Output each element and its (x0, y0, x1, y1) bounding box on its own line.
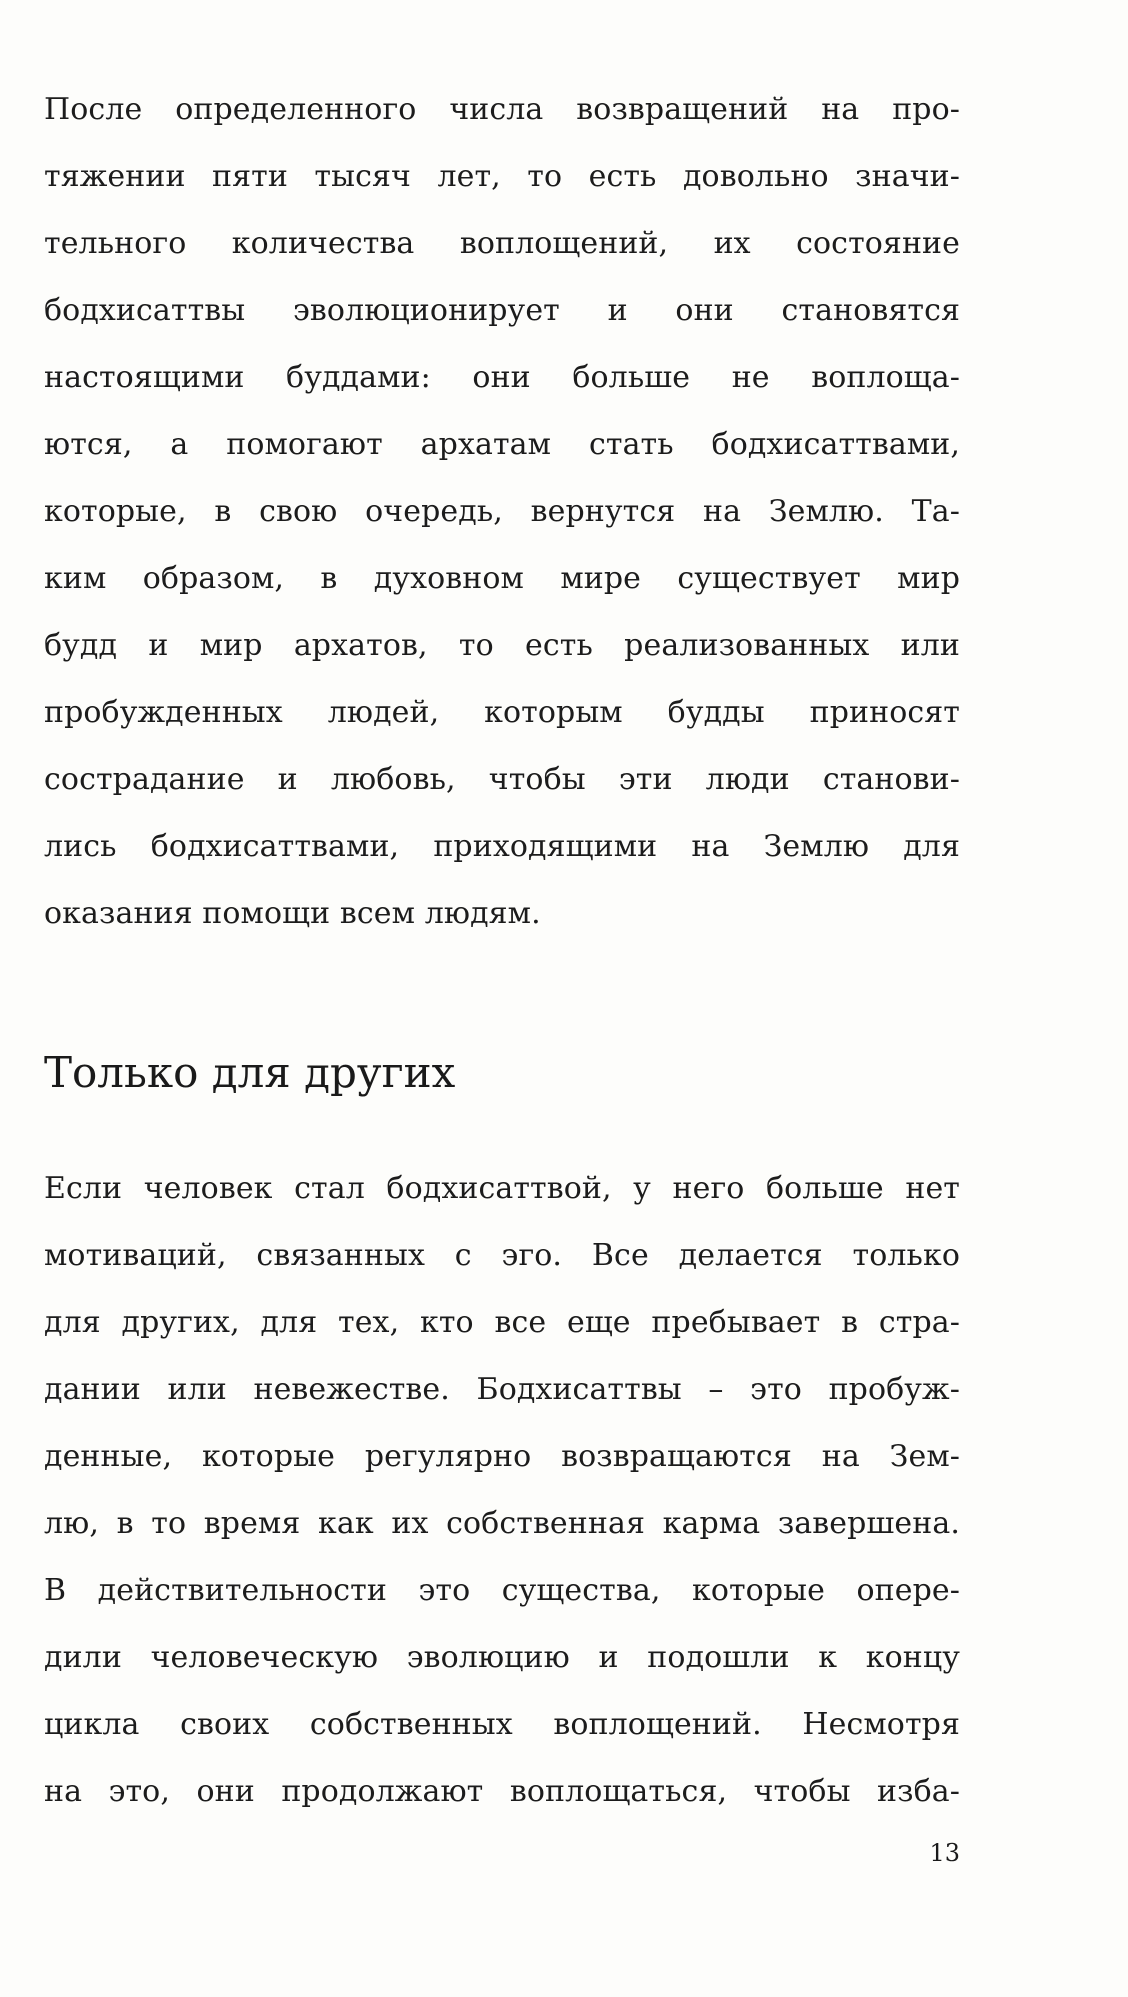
text-line: оказания помощи всем людям. (44, 896, 541, 931)
text-line: на это, они продолжают воплощаться, чтобы изба- (44, 1774, 960, 1809)
page-number: 13 (929, 1839, 960, 1867)
text-line: лю, в то время как их собственная карма завершена. (44, 1506, 960, 1541)
text-line: Если человек стал бодхисаттвой, у него больше нет (44, 1171, 960, 1206)
text-line: тяжении пяти тысяч лет, то есть довольно значи- (44, 159, 960, 194)
text-line: ким образом, в духовном мире существует мир (44, 561, 960, 596)
text-line: дании или невежестве. Бодхисаттвы – это пробуж- (44, 1372, 960, 1407)
text-line: мотиваций, связанных с эго. Все делается только (44, 1238, 960, 1273)
text-line: которые, в свою очередь, вернутся на Землю. Та- (44, 494, 960, 529)
text-line: будд и мир архатов, то есть реализованных или (44, 628, 960, 663)
text-line: дили человеческую эволюцию и подошли к концу (44, 1640, 960, 1675)
text-line: для других, для тех, кто все еще пребывает в стра- (44, 1305, 960, 1340)
text-line: пробужденных людей, которым будды приносят (44, 695, 960, 730)
text-line: денные, которые регулярно возвращаются на Зем- (44, 1439, 960, 1474)
text-line: В действительности это существа, которые опере- (44, 1573, 960, 1608)
text-line: цикла своих собственных воплощений. Несмотря (44, 1707, 960, 1742)
text-line: тельного количества воплощений, их состояние (44, 226, 960, 261)
text-line: После определенного числа возвращений на про- (44, 92, 960, 127)
text-line: ются, а помогают архатам стать бодхисаттвами, (44, 427, 960, 462)
text-line: бодхисаттвы эволюционирует и они становятся (44, 293, 960, 328)
section-heading: Только для других (44, 1048, 456, 1097)
text-line: настоящими буддами: они больше не воплоща- (44, 360, 960, 395)
text-line: лись бодхисаттвами, приходящими на Землю для (44, 829, 960, 864)
text-line: сострадание и любовь, чтобы эти люди станови- (44, 762, 960, 797)
